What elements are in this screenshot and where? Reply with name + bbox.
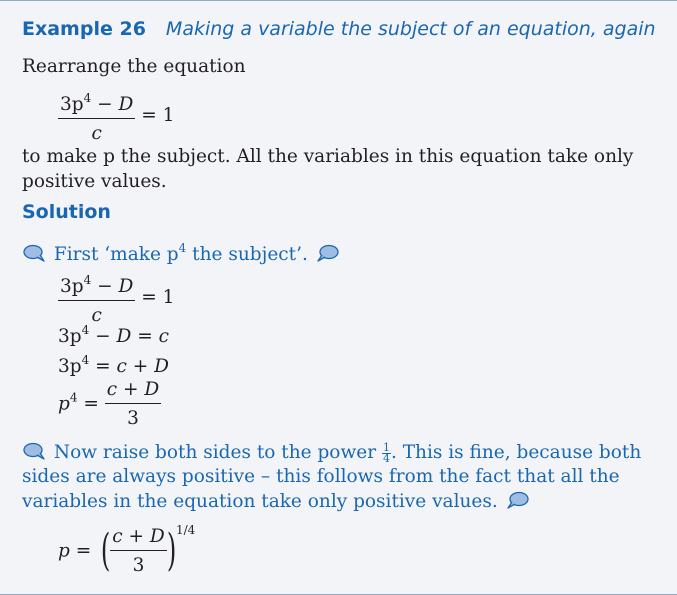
problem-fraction: [58, 87, 135, 145]
example-label: Example 26: [22, 18, 146, 40]
problem-numerator: $3p^4 - D$: [58, 87, 135, 119]
step-equation-1: $\frac{3p^4 - D}{c}$ = 1: [58, 269, 174, 327]
final-equation: p = ( $\frac{c + D}{3}$ )$^{1/4}$: [58, 523, 196, 576]
comment-end-icon-2: [504, 490, 530, 517]
left-paren: (: [100, 525, 111, 576]
step2-comment-line-3: variables in the equation take only positive values.: [22, 489, 530, 517]
problem-line-1: Rearrange the equation: [22, 56, 246, 77]
example-title: Making a variable the subject of an equation, again: [165, 18, 656, 40]
solution-heading: Solution: [22, 201, 111, 223]
step-equation-2: $3p^4 - D = c$: [58, 323, 169, 347]
step-equation-4: $p^4$ = $\frac{c + D}{3}$: [58, 379, 160, 429]
step1-comment: First ‘make $p^4$ the subject’.: [22, 236, 340, 270]
example-heading: [22, 18, 656, 40]
problem-rhs: = 1: [141, 105, 175, 126]
final-exponent: 1/4: [175, 523, 196, 537]
right-paren: ): [166, 525, 177, 576]
quarter-fraction: $\frac{1}{4}$: [382, 440, 390, 465]
step2-comment-line-2: sides are always positive – this follows from the fact that all the: [22, 466, 620, 487]
problem-equation: [58, 87, 174, 145]
problem-line-2: to make p the subject. All the variables in this equation take only: [22, 146, 634, 167]
step2-comment-line-1: Now raise both sides to the power $\frac{1}{4}$ . This is fine, because both: [22, 440, 641, 468]
comment-start-icon: [22, 243, 48, 270]
comment-end-icon: [314, 243, 340, 270]
problem-denominator: c: [91, 123, 102, 144]
problem-line-3: positive values.: [22, 171, 167, 192]
step-equation-3: $3p^4 = c + D$: [58, 353, 169, 377]
